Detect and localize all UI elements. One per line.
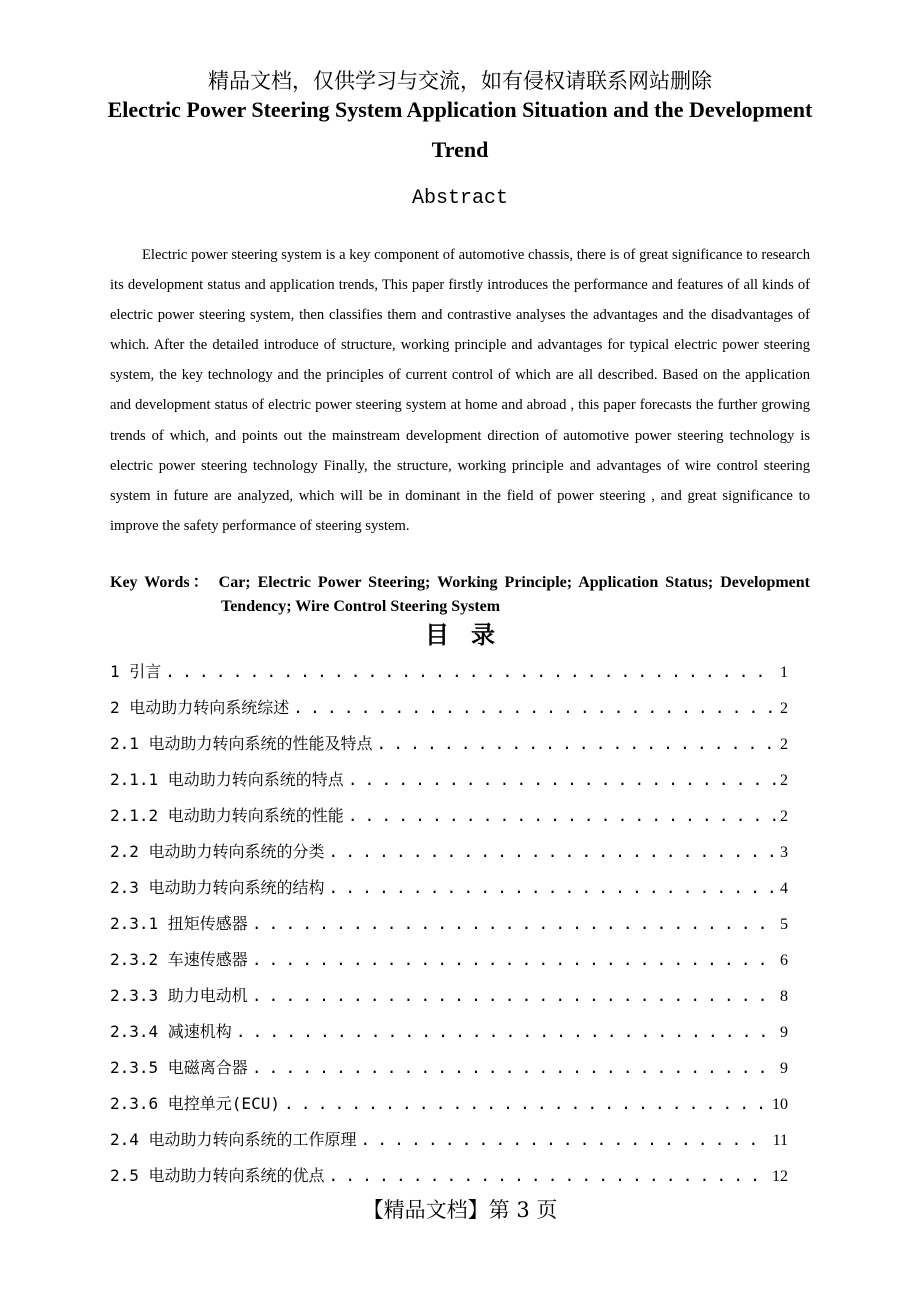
toc-entry[interactable] bbox=[110, 762, 788, 798]
toc-entry-page: 6 bbox=[780, 952, 788, 969]
toc-leader-dots bbox=[165, 654, 776, 690]
toc-entry-page: 9 bbox=[780, 1024, 788, 1041]
toc-entry-label: 2.2 电动助力转向系统的分类 bbox=[110, 842, 325, 861]
toc-heading: 目录 bbox=[425, 620, 517, 649]
toc-leader-dots bbox=[293, 690, 776, 726]
toc-entry-page: 10 bbox=[772, 1096, 788, 1113]
toc-entry[interactable] bbox=[110, 1158, 788, 1194]
toc-entry-page: 9 bbox=[780, 1060, 788, 1077]
toc-entry[interactable] bbox=[110, 942, 788, 978]
toc-entry[interactable] bbox=[110, 978, 788, 1014]
toc-leader-dots bbox=[236, 1014, 776, 1050]
table-of-contents bbox=[110, 654, 788, 1194]
abstract-heading: Abstract bbox=[411, 187, 508, 210]
toc-entry-label: 2.3.1 扭矩传感器 bbox=[110, 914, 248, 933]
toc-entry-label: 2.3.3 助力电动机 bbox=[110, 986, 248, 1005]
toc-entry-page: 2 bbox=[780, 772, 788, 789]
toc-entry[interactable] bbox=[110, 726, 788, 762]
toc-entry[interactable] bbox=[110, 870, 788, 906]
toc-entry-page: 2 bbox=[780, 808, 788, 825]
toc-entry[interactable] bbox=[110, 1086, 788, 1122]
toc-entry[interactable] bbox=[110, 834, 788, 870]
toc-entry-label: 2.1 电动助力转向系统的性能及特点 bbox=[110, 734, 373, 753]
toc-leader-dots bbox=[252, 978, 776, 1014]
toc-entry-page: 2 bbox=[780, 700, 788, 717]
page-footer: 【精品文档】第 3 页 bbox=[362, 1198, 558, 1222]
toc-entry-label: 2.3.6 电控单元(ECU) bbox=[110, 1094, 280, 1113]
document-title: Electric Power Steering System Application Situation and the Development Trend bbox=[107, 97, 813, 162]
toc-leader-dots bbox=[348, 798, 776, 834]
toc-leader-dots bbox=[252, 906, 776, 942]
toc-entry-page: 12 bbox=[772, 1168, 788, 1185]
toc-leader-dots bbox=[252, 1050, 776, 1086]
toc-entry-label: 2.4 电动助力转向系统的工作原理 bbox=[110, 1130, 357, 1149]
toc-entry-page: 8 bbox=[780, 988, 788, 1005]
keywords-text: Car; Electric Power Steering; Working Principle; Application Status; Development Tendency; Wire Control Steering System bbox=[218, 574, 811, 615]
keywords bbox=[110, 571, 810, 619]
header-watermark: 精品文档，仅供学习与交流，如有侵权请联系网站删除 bbox=[208, 69, 712, 93]
toc-entry[interactable] bbox=[110, 1050, 788, 1086]
keywords-label: Key Words： bbox=[110, 574, 212, 591]
toc-entry-label: 2 电动助力转向系统综述 bbox=[110, 698, 290, 717]
toc-entry-label: 2.3.4 减速机构 bbox=[110, 1022, 232, 1041]
toc-entry-label: 2.3.5 电磁离合器 bbox=[110, 1058, 248, 1077]
toc-entry-page: 4 bbox=[780, 880, 788, 897]
toc-leader-dots bbox=[329, 1158, 768, 1194]
toc-entry-page: 11 bbox=[772, 1132, 788, 1149]
toc-leader-dots bbox=[348, 762, 776, 798]
toc-leader-dots bbox=[329, 834, 776, 870]
toc-entry-label: 2.1.2 电动助力转向系统的性能 bbox=[110, 806, 344, 825]
abstract-body: Electric power steering system is a key component of automotive chassis, there is of great significance to research its development status and application trends, This paper firstly introduces the performance and features of all kinds of electric power steering system, then classifies them and contrastive analyses the advantages and the disadvantages of which. After the detailed introduce of structure, working principle and advantages for typical electric power steering system, the key technology and the principles of current control of which are all described. Based on the application and development status of electric power steering system at home and abroad , this paper forecasts the further growing trends of which, and points out the mainstream development direction of automotive power steering technology is electric power steering technology Finally, the structure, working principle and advantages of wire control steering system in future are analyzed, which will be in dominant in the field of power steering , and great significance to improve the safety performance of steering system. bbox=[110, 247, 810, 534]
toc-entry-label: 2.5 电动助力转向系统的优点 bbox=[110, 1166, 325, 1185]
toc-entry[interactable] bbox=[110, 654, 788, 690]
toc-entry[interactable] bbox=[110, 690, 788, 726]
toc-leader-dots bbox=[361, 1122, 769, 1158]
toc-entry[interactable] bbox=[110, 906, 788, 942]
toc-entry-label: 2.1.1 电动助力转向系统的特点 bbox=[110, 770, 344, 789]
toc-leader-dots bbox=[377, 726, 776, 762]
toc-entry-page: 3 bbox=[780, 844, 788, 861]
toc-leader-dots bbox=[329, 870, 776, 906]
toc-entry[interactable] bbox=[110, 1014, 788, 1050]
toc-entry[interactable] bbox=[110, 1122, 788, 1158]
toc-entry-page: 2 bbox=[780, 736, 788, 753]
toc-entry-page: 5 bbox=[780, 916, 788, 933]
toc-entry[interactable] bbox=[110, 798, 788, 834]
toc-leader-dots bbox=[284, 1086, 768, 1122]
toc-entry-label: 2.3 电动助力转向系统的结构 bbox=[110, 878, 325, 897]
toc-entry-label: 1 引言 bbox=[110, 662, 162, 681]
toc-entry-label: 2.3.2 车速传感器 bbox=[110, 950, 248, 969]
toc-entry-page: 1 bbox=[780, 664, 788, 681]
toc-leader-dots bbox=[252, 942, 776, 978]
